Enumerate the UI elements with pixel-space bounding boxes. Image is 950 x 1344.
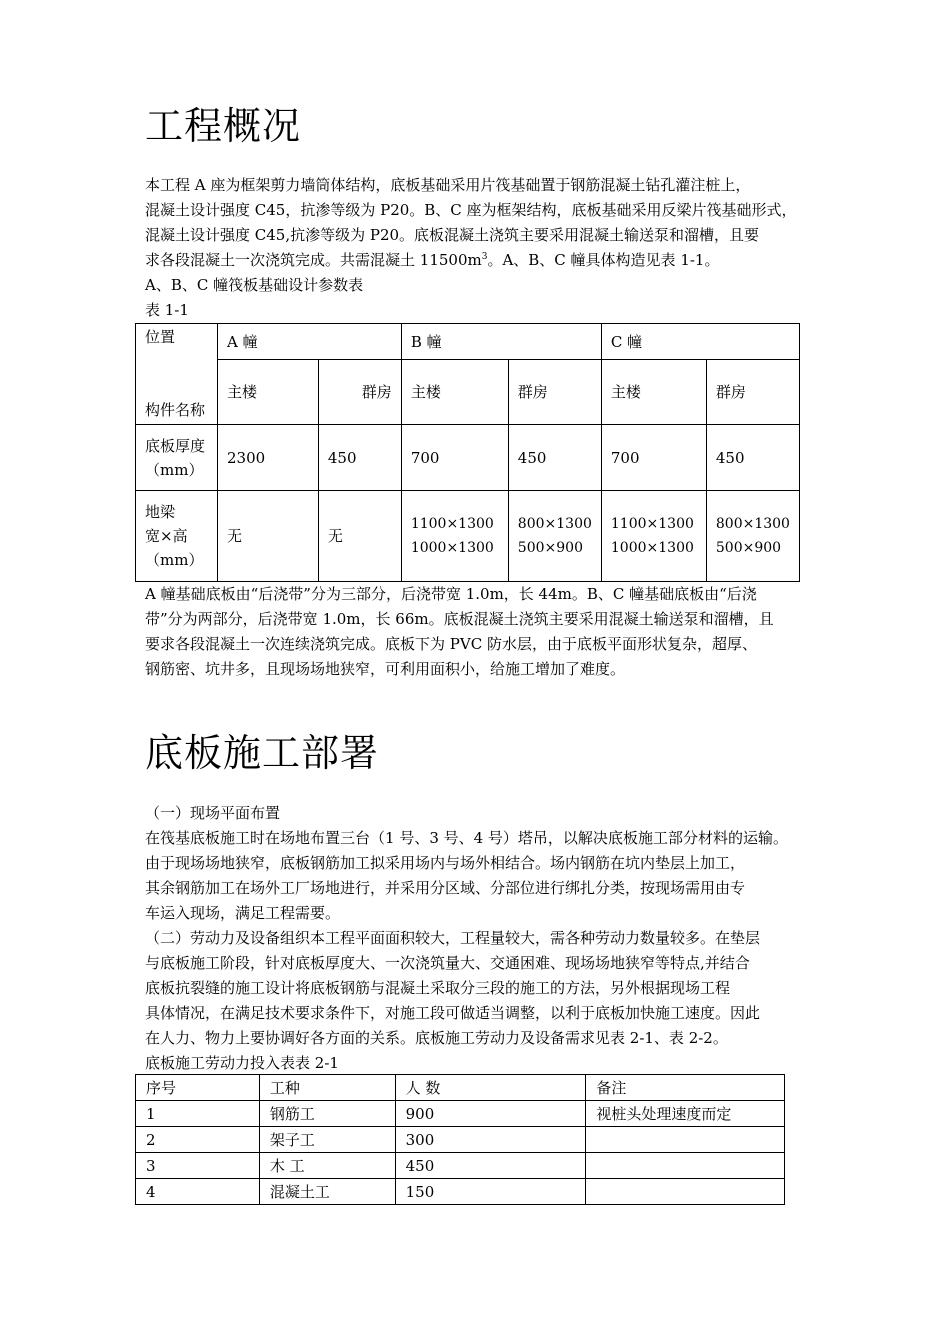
group-header: B 幢 [401, 324, 601, 360]
table-caption: A、B、C 幢筏板基础设计参数表 [145, 276, 364, 294]
superscript: 3 [481, 252, 488, 262]
foundation-params-table [135, 323, 800, 582]
cell-trade: 架子工 [259, 1127, 395, 1153]
cell-count: 150 [395, 1179, 586, 1205]
header-cell: 工种 [259, 1075, 395, 1101]
value-line: 1100×1300 [610, 516, 694, 532]
value-line: 1100×1300 [410, 516, 494, 532]
cell-note: 视桩头处理速度而定 [586, 1101, 785, 1127]
value-cell: 700 [601, 425, 706, 491]
table-number: 表 1-1 [145, 301, 189, 319]
value-cell: 700 [401, 425, 508, 491]
text-line: 带”分为两部分，后浇带宽 1.0m，长 66m。底板混凝土浇筑主要采用混凝土输送泵和溜槽，且 [145, 610, 774, 628]
deployment-paragraph [145, 801, 825, 1076]
table-header-row [136, 1075, 785, 1101]
cell-count: 300 [395, 1127, 586, 1153]
cell-index: 4 [136, 1179, 260, 1205]
group-header: C 幢 [601, 324, 799, 360]
value-line: 500×900 [517, 540, 583, 556]
table-corner-cell [136, 324, 218, 425]
text-line: 与底板施工阶段，针对底板厚度大、一次浇筑量大、交通困难、现场场地狭窄等特点,并结合 [145, 954, 750, 972]
text-line: 底板抗裂缝的施工设计将底板钢筋与混凝土采取分三段的施工的方法，另外根据现场工程 [145, 979, 731, 997]
text-line: 混凝土设计强度 C45,抗渗等级为 P20。底板混凝土浇筑主要采用混凝土输送泵和溜槽，且要 [145, 226, 760, 244]
subheader-cell: 主楼 [217, 360, 318, 425]
value-cell: 2300 [217, 425, 318, 491]
subheader-cell: 群房 [318, 360, 401, 425]
value-cell: 450 [318, 425, 401, 491]
cell-index: 1 [136, 1101, 260, 1127]
cell-note [586, 1179, 785, 1205]
value-line: 800×1300 [715, 516, 790, 532]
corner-top-label: 位置 [145, 328, 176, 346]
value-cell [706, 491, 799, 582]
overview-followup-paragraph [145, 582, 825, 682]
header-cell: 序号 [136, 1075, 260, 1101]
table-row [136, 1153, 785, 1179]
value-line: 500×900 [715, 540, 782, 556]
table-caption: 底板施工劳动力投入表表 2-1 [145, 1054, 339, 1072]
text-line: A 幢基础底板由“后浇带”分为三部分，后浇带宽 1.0m，长 44m。B、C 幢基础底板由“后浇 [145, 585, 757, 603]
row-label-cell [136, 425, 218, 491]
section-heading-deployment: 底板施工部署 [145, 731, 380, 775]
text-segment: 。A、B、C 幢具体构造见表 1-1。 [487, 251, 720, 269]
text-line: 在人力、物力上要协调好各方面的关系。底板施工劳动力及设备需求见表 2-1、表 2-2。 [145, 1029, 728, 1047]
header-cell: 备注 [586, 1075, 785, 1101]
overview-paragraph [145, 173, 825, 323]
value-cell: 无 [217, 491, 318, 582]
text-line: 具体情况，在满足技术要求条件下，对施工段可做适当调整，以利于底板加快施工速度。因此 [145, 1004, 761, 1022]
row-label-line: 地梁 [145, 503, 176, 521]
subheader-cell: 群房 [508, 360, 601, 425]
value-cell [508, 491, 601, 582]
row-label-line: 底板厚度 [145, 436, 206, 455]
cell-index: 2 [136, 1127, 260, 1153]
text-segment: 求各段混凝土一次浇筑完成。共需混凝土 11500m [145, 251, 482, 269]
labor-table [135, 1074, 785, 1205]
value-cell: 450 [706, 425, 799, 491]
row-label-line: （mm） [145, 460, 204, 479]
table-row [136, 1179, 785, 1205]
text-line: 混凝土设计强度 C45，抗渗等级为 P20。B、C 座为框架结构，底板基础采用反梁片筏基础形式， [145, 201, 797, 219]
text-line: 其余钢筋加工在场外工厂场地进行，并采用分区域、分部位进行绑扎分类，按现场需用由专 [145, 879, 746, 897]
cell-index: 3 [136, 1153, 260, 1179]
section-heading-overview: 工程概况 [145, 104, 302, 148]
row-label-cell [136, 491, 218, 582]
group-header: A 幢 [217, 324, 401, 360]
value-cell: 无 [318, 491, 401, 582]
cell-trade: 钢筋工 [259, 1101, 395, 1127]
subheader-cell: 主楼 [401, 360, 508, 425]
corner-bottom-label: 构件名称 [145, 401, 206, 419]
header-cell: 人 数 [395, 1075, 586, 1101]
value-line: 1000×1300 [410, 540, 494, 556]
cell-count: 900 [395, 1101, 586, 1127]
row-label-line: 宽×高 [145, 527, 188, 545]
cell-trade: 混凝土工 [259, 1179, 395, 1205]
table-row [136, 1101, 785, 1127]
cell-trade: 木 工 [259, 1153, 395, 1179]
text-line: 本工程 A 座为框架剪力墙筒体结构，底板基础采用片筏基础置于钢筋混凝土钻孔灌注桩上， [145, 176, 751, 194]
cell-count: 450 [395, 1153, 586, 1179]
subsection-heading: （一）现场平面布置 [145, 804, 281, 822]
cell-note [586, 1127, 785, 1153]
text-line: 要求各段混凝土一次连续浇筑完成。底板下为 PVC 防水层，由于底板平面形状复杂，超厚、 [145, 635, 757, 653]
text-line: 由于现场场地狭窄，底板钢筋加工拟采用场内与场外相结合。场内钢筋在坑内垫层上加工， [145, 854, 746, 872]
text-line: 车运入现场，满足工程需要。 [145, 904, 341, 922]
value-cell [401, 491, 508, 582]
text-line: 在筏基底板施工时在场地布置三台（1 号、3 号、4 号）塔吊，以解决底板施工部分材料的运输。 [145, 829, 788, 847]
text-line: 钢筋密、坑井多，且现场场地狭窄，可利用面积小，给施工增加了难度。 [145, 660, 626, 678]
value-line: 1000×1300 [610, 540, 694, 556]
text-line: （二）劳动力及设备组织本工程平面面积较大，工程量较大，需各种劳动力数量较多。在垫层 [145, 929, 761, 947]
row-label-line: （mm） [145, 551, 204, 569]
table-row [136, 1127, 785, 1153]
value-line: 800×1300 [517, 516, 592, 532]
subheader-cell: 主楼 [601, 360, 706, 425]
value-cell: 450 [508, 425, 601, 491]
subheader-cell: 群房 [706, 360, 799, 425]
text-line [145, 248, 825, 273]
value-cell [601, 491, 706, 582]
cell-note [586, 1153, 785, 1179]
